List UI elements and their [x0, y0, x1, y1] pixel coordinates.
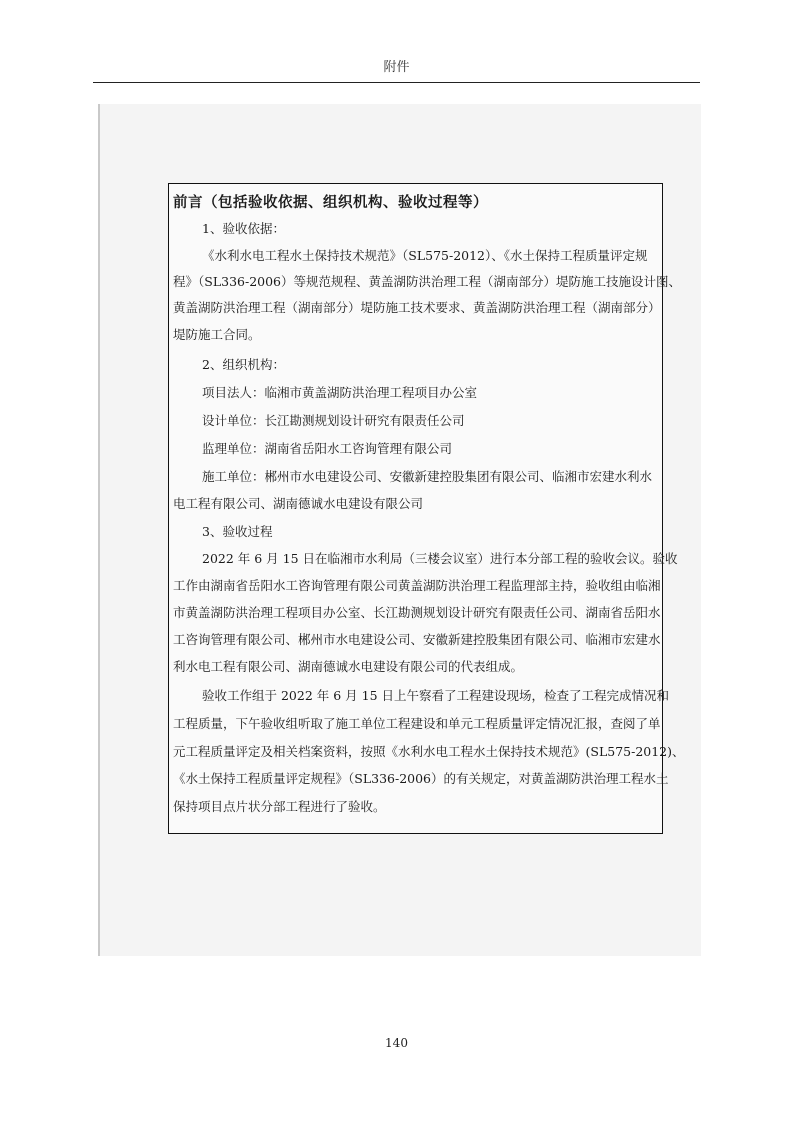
paragraph-line: 市黄盖湖防洪治理工程项目办公室、长江勘测规划设计研究有限责任公司、湖南省岳阳水: [173, 605, 661, 620]
org-contractor-cont: 电工程有限公司、湖南德诚水电建设有限公司: [173, 496, 424, 511]
paragraph-line: 2022 年 6 月 15 日在临湘市水利局（三楼会议室）进行本分部工程的验收会议。验收: [202, 551, 678, 566]
org-contractor: 施工单位：郴州市水电建设公司、安徽新建控股集团有限公司、临湘市宏建水利水: [202, 469, 653, 484]
paragraph-line: 《水利水电工程水土保持技术规范》（SL575-2012）、《水土保持工程质量评定规: [202, 248, 648, 263]
paragraph-line: 工程质量，下午验收组听取了施工单位工程建设和单元工程质量评定情况汇报，查阅了单: [173, 716, 661, 731]
org-owner: 项目法人：临湘市黄盖湖防洪治理工程项目办公室: [202, 385, 478, 400]
paragraph-line: 验收工作组于 2022 年 6 月 15 日上午察看了工程建设现场，检查了工程完成情况和: [202, 688, 670, 703]
paragraph-line: 利水电工程有限公司、湖南德诚水电建设有限公司的代表组成。: [173, 659, 524, 674]
heading-organization: 2、组织机构：: [202, 357, 285, 372]
page-header-label: 附件: [383, 60, 410, 75]
section-title: 前言（包括验收依据、组织机构、验收过程等）: [173, 194, 488, 211]
paragraph-line: 元工程质量评定及相关档案资料，按照《水利水电工程水土保持技术规范》(SL575-2012)、: [173, 744, 685, 759]
heading-basis: 1、验收依据：: [202, 221, 285, 236]
paragraph-line: 黄盖湖防洪治理工程（湖南部分）堤防施工技术要求、黄盖湖防洪治理工程（湖南部分）: [173, 300, 661, 315]
paragraph-line: 程》（SL336-2006）等规范规程、黄盖湖防洪治理工程（湖南部分）堤防施工技施设计图、: [173, 274, 682, 289]
org-designer: 设计单位：长江勘测规划设计研究有限责任公司: [202, 413, 465, 428]
paragraph-line: 工作由湖南省岳阳水工咨询管理有限公司黄盖湖防洪治理工程监理部主持，验收组由临湘: [173, 578, 661, 593]
heading-process: 3、验收过程: [202, 524, 273, 539]
page-number: 140: [385, 1036, 408, 1050]
header-divider: [93, 82, 700, 83]
org-supervisor: 监理单位：湖南省岳阳水工咨询管理有限公司: [202, 441, 453, 456]
paragraph-line: 《水土保持工程质量评定规程》（SL336-2006）的有关规定，对黄盖湖防洪治理工程水土: [173, 771, 669, 786]
scan-edge-shadow: [98, 104, 100, 956]
paragraph-line: 保持项目点片状分部工程进行了验收。: [173, 799, 386, 814]
paragraph-line: 堤防施工合同。: [173, 327, 261, 342]
paragraph-line: 工咨询管理有限公司、郴州市水电建设公司、安徽新建控股集团有限公司、临湘市宏建水: [173, 632, 661, 647]
